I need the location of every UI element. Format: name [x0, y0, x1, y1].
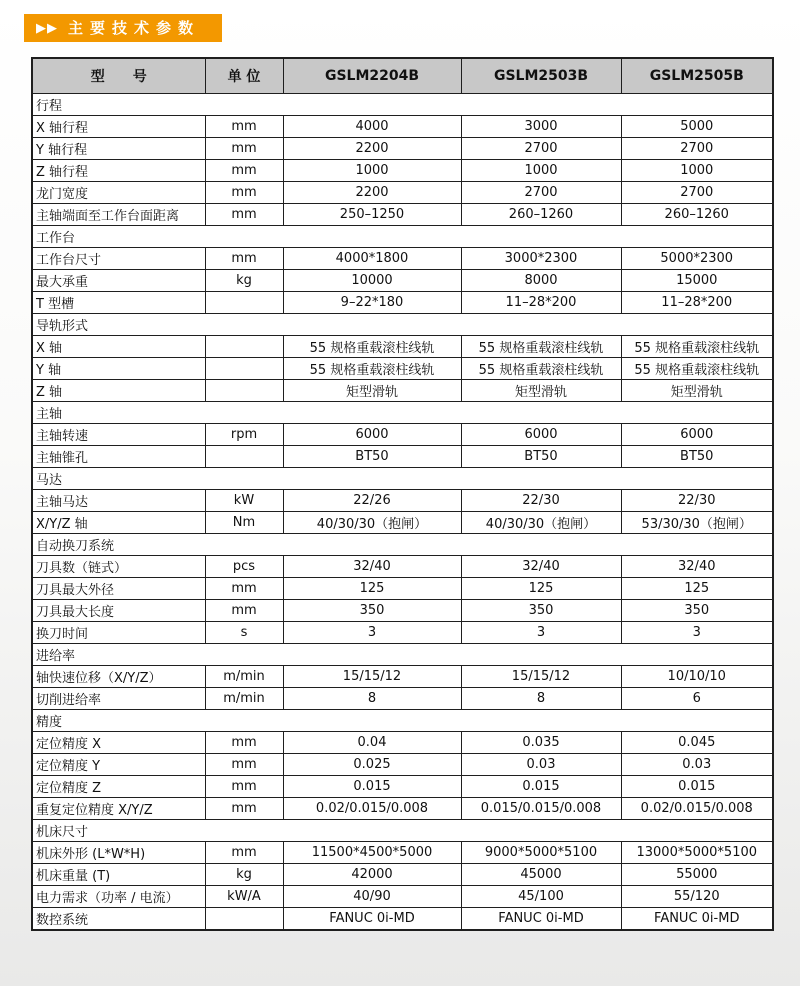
spec-value: 32/40 [461, 556, 621, 578]
spec-value: 11–28*200 [621, 292, 773, 314]
spec-row [32, 688, 773, 710]
spec-value: 3000 [461, 116, 621, 138]
spec-row [32, 160, 773, 182]
spec-value: 32/40 [621, 556, 773, 578]
spec-value: 6 [621, 688, 773, 710]
col-header-gslm2204b: GSLM2204B [283, 58, 461, 94]
spec-value: 2700 [461, 138, 621, 160]
spec-row [32, 424, 773, 446]
spec-unit: mm [205, 732, 283, 754]
spec-value: 42000 [283, 864, 461, 886]
spec-unit: mm [205, 248, 283, 270]
spec-value: 8000 [461, 270, 621, 292]
section-title: 行程 [32, 94, 773, 116]
spec-unit: mm [205, 182, 283, 204]
spec-value: 1000 [461, 160, 621, 182]
spec-label: 主轴马达 [32, 490, 205, 512]
spec-label: 电力需求（功率 / 电流） [32, 886, 205, 908]
spec-value: 矩型滑轨 [461, 380, 621, 402]
section-row [32, 402, 773, 424]
spec-value: 350 [461, 600, 621, 622]
col-header-unit: 单 位 [205, 58, 283, 94]
spec-label: 机床重量 (T) [32, 864, 205, 886]
spec-value: 2200 [283, 182, 461, 204]
section-title: 工作台 [32, 226, 773, 248]
spec-row [32, 292, 773, 314]
col-header-gslm2505b: GSLM2505B [621, 58, 773, 94]
spec-value: 9–22*180 [283, 292, 461, 314]
spec-value: 260–1260 [461, 204, 621, 226]
spec-value: 8 [461, 688, 621, 710]
spec-unit: mm [205, 204, 283, 226]
spec-row [32, 798, 773, 820]
spec-row [32, 600, 773, 622]
spec-row [32, 248, 773, 270]
spec-value: 10000 [283, 270, 461, 292]
spec-value: 11–28*200 [461, 292, 621, 314]
spec-value: 6000 [621, 424, 773, 446]
spec-value: 2700 [621, 182, 773, 204]
spec-value: FANUC 0i-MD [283, 908, 461, 931]
spec-row [32, 138, 773, 160]
spec-value: 0.015 [621, 776, 773, 798]
spec-value: 350 [283, 600, 461, 622]
spec-value: 125 [283, 578, 461, 600]
spec-row [32, 556, 773, 578]
spec-unit: mm [205, 578, 283, 600]
spec-unit: Nm [205, 512, 283, 534]
spec-value: FANUC 0i-MD [621, 908, 773, 931]
spec-value: 3000*2300 [461, 248, 621, 270]
section-title: 导轨形式 [32, 314, 773, 336]
spec-unit [205, 446, 283, 468]
spec-row [32, 908, 773, 931]
spec-value: 55 规格重载滚柱线轨 [621, 358, 773, 380]
spec-value: 2700 [461, 182, 621, 204]
spec-label: X 轴行程 [32, 116, 205, 138]
spec-value: 6000 [283, 424, 461, 446]
spec-value: 9000*5000*5100 [461, 842, 621, 864]
spec-unit [205, 358, 283, 380]
spec-row [32, 754, 773, 776]
spec-value: 45000 [461, 864, 621, 886]
spec-value: 矩型滑轨 [283, 380, 461, 402]
spec-label: 主轴端面至工作台面距离 [32, 204, 205, 226]
spec-unit: rpm [205, 424, 283, 446]
spec-row [32, 886, 773, 908]
spec-value: 0.02/0.015/0.008 [621, 798, 773, 820]
spec-label: 刀具数（链式） [32, 556, 205, 578]
section-row [32, 644, 773, 666]
spec-value: 0.025 [283, 754, 461, 776]
spec-value: 350 [621, 600, 773, 622]
spec-value: 40/30/30（抱闸） [283, 512, 461, 534]
spec-label: 切削进给率 [32, 688, 205, 710]
spec-value: FANUC 0i-MD [461, 908, 621, 931]
spec-label: T 型槽 [32, 292, 205, 314]
spec-value: 40/90 [283, 886, 461, 908]
spec-label: Z 轴 [32, 380, 205, 402]
spec-unit: m/min [205, 666, 283, 688]
spec-label: Z 轴行程 [32, 160, 205, 182]
spec-unit: pcs [205, 556, 283, 578]
section-title: 精度 [32, 710, 773, 732]
spec-value: 55 规格重载滚柱线轨 [461, 336, 621, 358]
spec-value: 55 规格重载滚柱线轨 [621, 336, 773, 358]
spec-label: 主轴锥孔 [32, 446, 205, 468]
spec-row [32, 864, 773, 886]
spec-label: 龙门宽度 [32, 182, 205, 204]
section-row [32, 226, 773, 248]
spec-unit: mm [205, 600, 283, 622]
spec-unit: kW/A [205, 886, 283, 908]
spec-label: 工作台尺寸 [32, 248, 205, 270]
spec-value: 0.035 [461, 732, 621, 754]
spec-value: 8 [283, 688, 461, 710]
spec-row [32, 776, 773, 798]
spec-row [32, 578, 773, 600]
spec-label: Y 轴 [32, 358, 205, 380]
spec-row [32, 732, 773, 754]
spec-value: BT50 [283, 446, 461, 468]
section-row [32, 314, 773, 336]
spec-value: 2200 [283, 138, 461, 160]
spec-label: 机床外形 (L*W*H) [32, 842, 205, 864]
spec-label: Y 轴行程 [32, 138, 205, 160]
section-banner [24, 14, 222, 42]
section-row [32, 820, 773, 842]
spec-value: 55 规格重载滚柱线轨 [461, 358, 621, 380]
banner-title: 主要技术参数 [68, 19, 201, 37]
spec-unit: mm [205, 754, 283, 776]
spec-value: 4000*1800 [283, 248, 461, 270]
section-title: 主轴 [32, 402, 773, 424]
spec-unit: mm [205, 842, 283, 864]
spec-value: 0.015 [283, 776, 461, 798]
spec-value: 0.015/0.015/0.008 [461, 798, 621, 820]
spec-unit [205, 336, 283, 358]
spec-table-body [32, 94, 773, 931]
spec-value: 15/15/12 [283, 666, 461, 688]
spec-value: 0.04 [283, 732, 461, 754]
table-header-row [32, 58, 773, 94]
spec-unit [205, 380, 283, 402]
spec-value: 5000*2300 [621, 248, 773, 270]
spec-unit: kW [205, 490, 283, 512]
spec-row [32, 204, 773, 226]
spec-row [32, 116, 773, 138]
spec-label: 定位精度 Z [32, 776, 205, 798]
spec-label: 换刀时间 [32, 622, 205, 644]
spec-label: 数控系统 [32, 908, 205, 931]
spec-value: BT50 [621, 446, 773, 468]
spec-label: 刀具最大长度 [32, 600, 205, 622]
spec-value: 11500*4500*5000 [283, 842, 461, 864]
spec-value: 22/30 [621, 490, 773, 512]
spec-label: 主轴转速 [32, 424, 205, 446]
section-title: 机床尺寸 [32, 820, 773, 842]
spec-row [32, 336, 773, 358]
spec-value: 55000 [621, 864, 773, 886]
spec-label: X/Y/Z 轴 [32, 512, 205, 534]
spec-value: 13000*5000*5100 [621, 842, 773, 864]
spec-value: 0.045 [621, 732, 773, 754]
spec-value: 260–1260 [621, 204, 773, 226]
spec-value: 22/30 [461, 490, 621, 512]
spec-value: 0.02/0.015/0.008 [283, 798, 461, 820]
spec-unit [205, 292, 283, 314]
spec-value: 6000 [461, 424, 621, 446]
spec-value: 125 [461, 578, 621, 600]
spec-unit: mm [205, 776, 283, 798]
spec-unit: mm [205, 138, 283, 160]
spec-table [31, 57, 774, 931]
spec-value: 55/120 [621, 886, 773, 908]
section-row [32, 710, 773, 732]
spec-value: 3 [283, 622, 461, 644]
spec-value: 4000 [283, 116, 461, 138]
spec-value: BT50 [461, 446, 621, 468]
section-title: 进给率 [32, 644, 773, 666]
spec-row [32, 270, 773, 292]
spec-value: 0.015 [461, 776, 621, 798]
spec-value: 矩型滑轨 [621, 380, 773, 402]
spec-value: 3 [461, 622, 621, 644]
spec-value: 0.03 [621, 754, 773, 776]
spec-row [32, 182, 773, 204]
spec-value: 45/100 [461, 886, 621, 908]
spec-value: 3 [621, 622, 773, 644]
spec-label: X 轴 [32, 336, 205, 358]
spec-row [32, 380, 773, 402]
spec-row [32, 358, 773, 380]
spec-value: 22/26 [283, 490, 461, 512]
spec-value: 0.03 [461, 754, 621, 776]
section-row [32, 468, 773, 490]
section-row [32, 534, 773, 556]
spec-value: 40/30/30（抱闸） [461, 512, 621, 534]
spec-row [32, 622, 773, 644]
section-title: 马达 [32, 468, 773, 490]
spec-unit: kg [205, 864, 283, 886]
spec-unit [205, 908, 283, 931]
spec-row [32, 512, 773, 534]
spec-value: 2700 [621, 138, 773, 160]
section-row [32, 94, 773, 116]
double-arrow-icon: ▶▶ [36, 21, 58, 36]
col-header-gslm2503b: GSLM2503B [461, 58, 621, 94]
spec-unit: mm [205, 116, 283, 138]
spec-unit: kg [205, 270, 283, 292]
spec-value: 55 规格重载滚柱线轨 [283, 358, 461, 380]
spec-label: 刀具最大外径 [32, 578, 205, 600]
spec-unit: m/min [205, 688, 283, 710]
spec-value: 10/10/10 [621, 666, 773, 688]
spec-label: 轴快速位移（X/Y/Z） [32, 666, 205, 688]
spec-label: 定位精度 X [32, 732, 205, 754]
spec-row [32, 842, 773, 864]
spec-value: 5000 [621, 116, 773, 138]
spec-label: 定位精度 Y [32, 754, 205, 776]
spec-value: 15/15/12 [461, 666, 621, 688]
spec-value: 32/40 [283, 556, 461, 578]
spec-value: 125 [621, 578, 773, 600]
spec-value: 15000 [621, 270, 773, 292]
spec-unit: mm [205, 160, 283, 182]
spec-value: 1000 [283, 160, 461, 182]
spec-value: 53/30/30（抱闸） [621, 512, 773, 534]
spec-row [32, 666, 773, 688]
spec-row [32, 490, 773, 512]
spec-unit: mm [205, 798, 283, 820]
spec-value: 250–1250 [283, 204, 461, 226]
spec-label: 最大承重 [32, 270, 205, 292]
spec-value: 1000 [621, 160, 773, 182]
section-title: 自动换刀系统 [32, 534, 773, 556]
spec-unit: s [205, 622, 283, 644]
spec-row [32, 446, 773, 468]
spec-value: 55 规格重载滚柱线轨 [283, 336, 461, 358]
col-header-model: 型 号 [32, 58, 205, 94]
spec-label: 重复定位精度 X/Y/Z [32, 798, 205, 820]
